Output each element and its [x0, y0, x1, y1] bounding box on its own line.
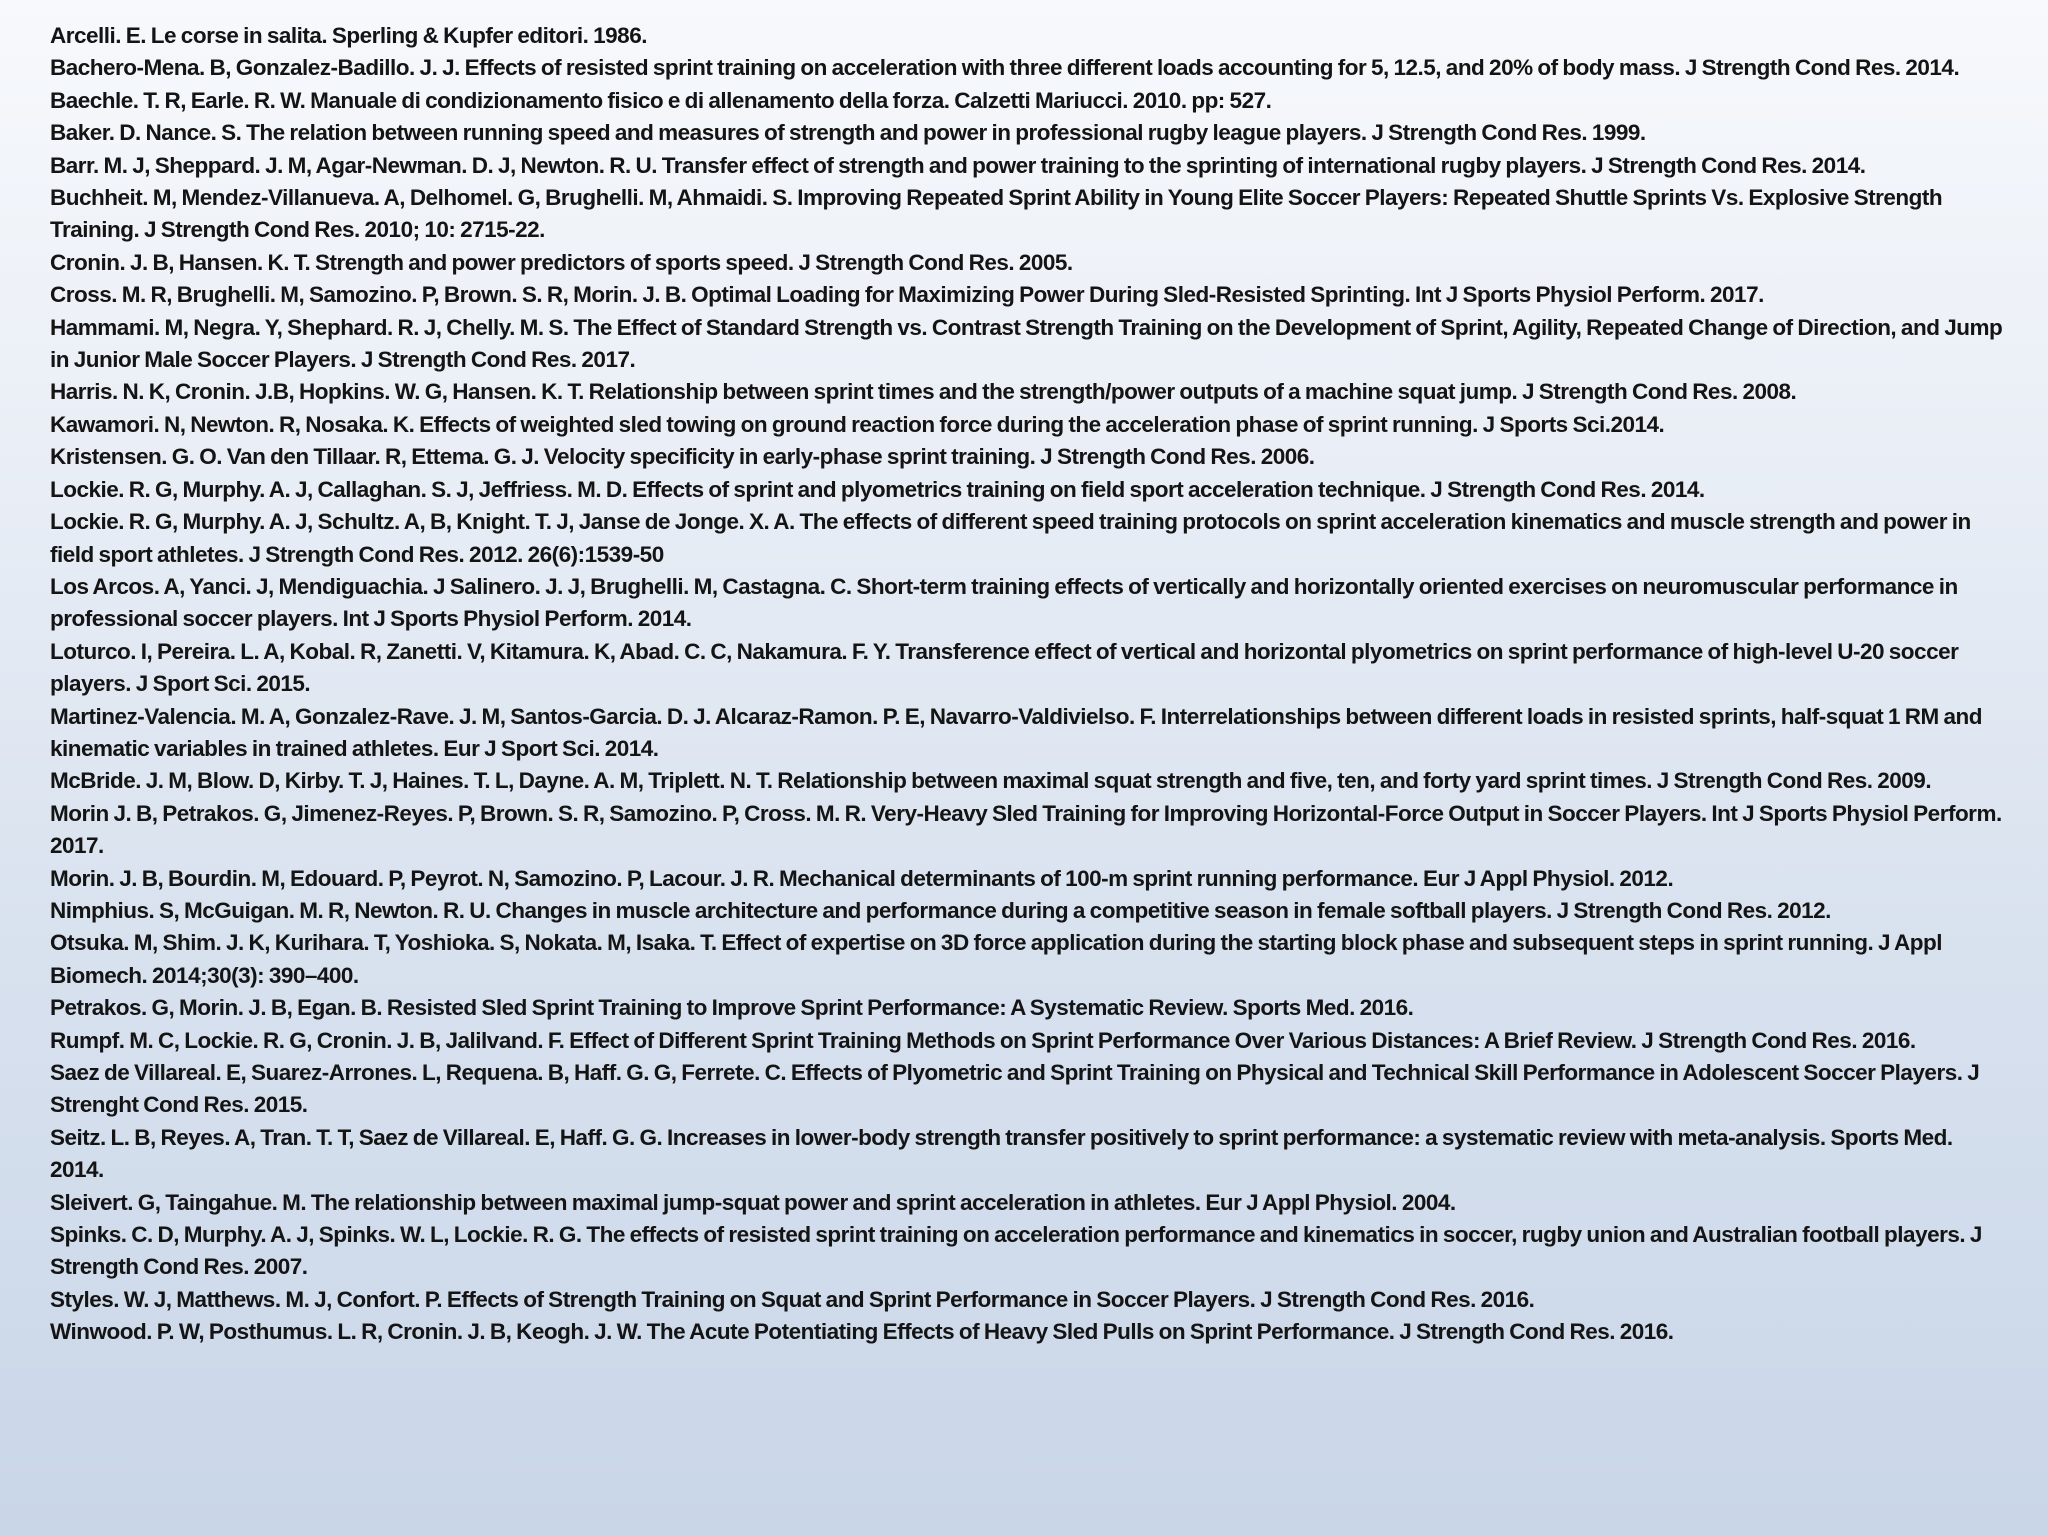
reference-item: Baechle. T. R, Earle. R. W. Manuale di condizionamento fisico e di allenamento della forza. Calzetti Mariucci. 2010. pp: 527. — [50, 87, 1272, 113]
reference-item: Arcelli. E. Le corse in salita. Sperling & Kupfer editori. 1986. — [50, 23, 647, 48]
reference-item: Loturco. I, Pereira. L. A, Kobal. R, Zanetti. V, Kitamura. K, Abad. C. C, Nakamura. F. Y. Transference effect of vertical and horizontal plyometrics on sprint performance of high-level U-20 soccer players. J Sport Sci. 2015. — [50, 638, 1959, 697]
reference-item: Kristensen. G. O. Van den Tillaar. R, Ettema. G. J. Velocity specificity in early-phase sprint training. J Strength Cond Res. 2006. — [50, 444, 1315, 470]
reference-item: Rumpf. M. C, Lockie. R. G, Cronin. J. B, Jalilvand. F. Effect of Different Sprint Training Methods on Sprint Performance Over Various Distances: A Brief Review. J Strength Cond Res. 2016. — [50, 1027, 1916, 1053]
reference-item: Spinks. C. D, Murphy. A. J, Spinks. W. L, Lockie. R. G. The effects of resisted sprint training on acceleration performance and kinematics in soccer, rugby union and Australian football players. J Strength Cond Res. 2007. — [50, 1222, 1982, 1280]
reference-item: Morin. J. B, Bourdin. M, Edouard. P, Peyrot. N, Samozino. P, Lacour. J. R. Mechanical determinants of 100-m sprint running performance. Eur J Appl Physiol. 2012. — [50, 865, 1674, 891]
reference-item: Harris. N. K, Cronin. J.B, Hopkins. W. G, Hansen. K. T. Relationship between sprint times and the strength/power outputs of a machine squat jump. J Strength Cond Res. 2008. — [50, 379, 1797, 405]
reference-item: Baker. D. Nance. S. The relation between running speed and measures of strength and power in professional rugby league players. J Strength Cond Res. 1999. — [50, 120, 1646, 146]
reference-item: Petrakos. G, Morin. J. B, Egan. B. Resisted Sled Sprint Training to Improve Sprint Performance: A Systematic Review. Sports Med. 2016. — [50, 995, 1414, 1021]
reference-list — [50, 20, 2010, 1349]
reference-item: Otsuka. M, Shim. J. K, Kurihara. T, Yoshioka. S, Nokata. M, Isaka. T. Effect of expertise on 3D force application during the starting block phase and subsequent steps in sprint running. J Appl Biomech. 2014;30(3): 390–400. — [50, 930, 1942, 988]
reference-item: McBride. J. M, Blow. D, Kirby. T. J, Haines. T. L, Dayne. A. M, Triplett. N. T. Relationship between maximal squat strength and five, ten, and forty yard sprint times. J Strength Cond Res. 2009. — [50, 768, 1932, 794]
reference-item: Cronin. J. B, Hansen. K. T. Strength and power predictors of sports speed. J Strength Cond Res. 2005. — [50, 249, 1073, 275]
reference-item: Seitz. L. B, Reyes. A, Tran. T. T, Saez de Villareal. E, Haff. G. G. Increases in lower-body strength transfer positively to sprint performance: a systematic review with meta-analysis. Sports Med. 2014. — [50, 1124, 1953, 1183]
reference-item: Sleivert. G, Taingahue. M. The relationship between maximal jump-squat power and sprint acceleration in athletes. Eur J Appl Physiol. 2004. — [50, 1189, 1456, 1215]
reference-item: Nimphius. S, McGuigan. M. R, Newton. R. U. Changes in muscle architecture and performance during a competitive season in female softball players. J Strength Cond Res. 2012. — [50, 897, 1831, 923]
reference-item: Bachero-Mena. B, Gonzalez-Badillo. J. J. Effects of resisted sprint training on acceleration with three different loads accounting for 5, 12.5, and 20% of body mass. J Strength Cond Res. 2014. — [50, 55, 1960, 81]
reference-item: Buchheit. M, Mendez-Villanueva. A, Delhomel. G, Brughelli. M, Ahmaidi. S. Improving Repeated Sprint Ability in Young Elite Soccer Players: Repeated Shuttle Sprints Vs. Explosive Strength Training. J Strength Cond Res. 2010; 10: 2715-22. — [50, 185, 1943, 243]
reference-item: Lockie. R. G, Murphy. A. J, Callaghan. S. J, Jeffriess. M. D. Effects of sprint and plyometrics training on field sport acceleration technique. J Strength Cond Res. 2014. — [50, 476, 1705, 502]
reference-item: Hammami. M, Negra. Y, Shephard. R. J, Chelly. M. S. The Effect of Standard Strength vs. Contrast Strength Training on the Development of Sprint, Agility, Repeated Change of Direction, and Jump in Junior Male Soccer Players. J Strength Cond Res. 2017. — [50, 314, 2003, 373]
reference-item: Martinez-Valencia. M. A, Gonzalez-Rave. J. M, Santos-Garcia. D. J. Alcaraz-Ramon. P. E, Navarro-Valdivielso. F. Interrelationships between different loads in resisted sprints, half-squat 1 RM and kinematic variables in trained athletes. Eur J Sport Sci. 2014. — [50, 703, 1982, 761]
reference-item: Morin J. B, Petrakos. G, Jimenez-Reyes. P, Brown. S. R, Samozino. P, Cross. M. R. Very-Heavy Sled Training for Improving Horizontal-Force Output in Soccer Players. Int J Sports Physiol Perform. 2017. — [50, 800, 2002, 859]
reference-item: Winwood. P. W, Posthumus. L. R, Cronin. J. B, Keogh. J. W. The Acute Potentiating Effects of Heavy Sled Pulls on Sprint Performance. J Strength Cond Res. 2016. — [50, 1319, 1674, 1345]
reference-item: Los Arcos. A, Yanci. J, Mendiguachia. J Salinero. J. J, Brughelli. M, Castagna. C. Short-term training effects of vertically and horizontally oriented exercises on neuromuscular performance in professional soccer players. Int J Sports Physiol Perform. 2014. — [50, 573, 1958, 632]
reference-item: Styles. W. J, Matthews. M. J, Confort. P. Effects of Strength Training on Squat and Sprint Performance in Soccer Players. J Strength Cond Res. 2016. — [50, 1286, 1535, 1312]
reference-item: Lockie. R. G, Murphy. A. J, Schultz. A, B, Knight. T. J, Janse de Jonge. X. A. The effects of different speed training protocols on sprint acceleration kinematics and muscle strength and power in field sport athletes. J Strength Cond Res. 2012. 26(6):1539-50 — [50, 509, 1971, 567]
reference-item: Kawamori. N, Newton. R, Nosaka. K. Effects of weighted sled towing on ground reaction force during the acceleration phase of sprint running. J Sports Sci.2014. — [50, 411, 1665, 437]
reference-item: Cross. M. R, Brughelli. M, Samozino. P, Brown. S. R, Morin. J. B. Optimal Loading for Maximizing Power During Sled-Resisted Sprinting. Int J Sports Physiol Perform. 2017. — [50, 282, 1764, 308]
reference-item: Barr. M. J, Sheppard. J. M, Agar-Newman. D. J, Newton. R. U. Transfer effect of strength and power training to the sprinting of international rugby players. J Strength Cond Res. 2014. — [50, 152, 1866, 178]
reference-item: Saez de Villareal. E, Suarez-Arrones. L, Requena. B, Haff. G. G, Ferrete. C. Effects of Plyometric and Sprint Training on Physical and Technical Skill Performance in Adolescent Soccer Players. J Strenght Cond Res. 2015. — [50, 1060, 1980, 1118]
